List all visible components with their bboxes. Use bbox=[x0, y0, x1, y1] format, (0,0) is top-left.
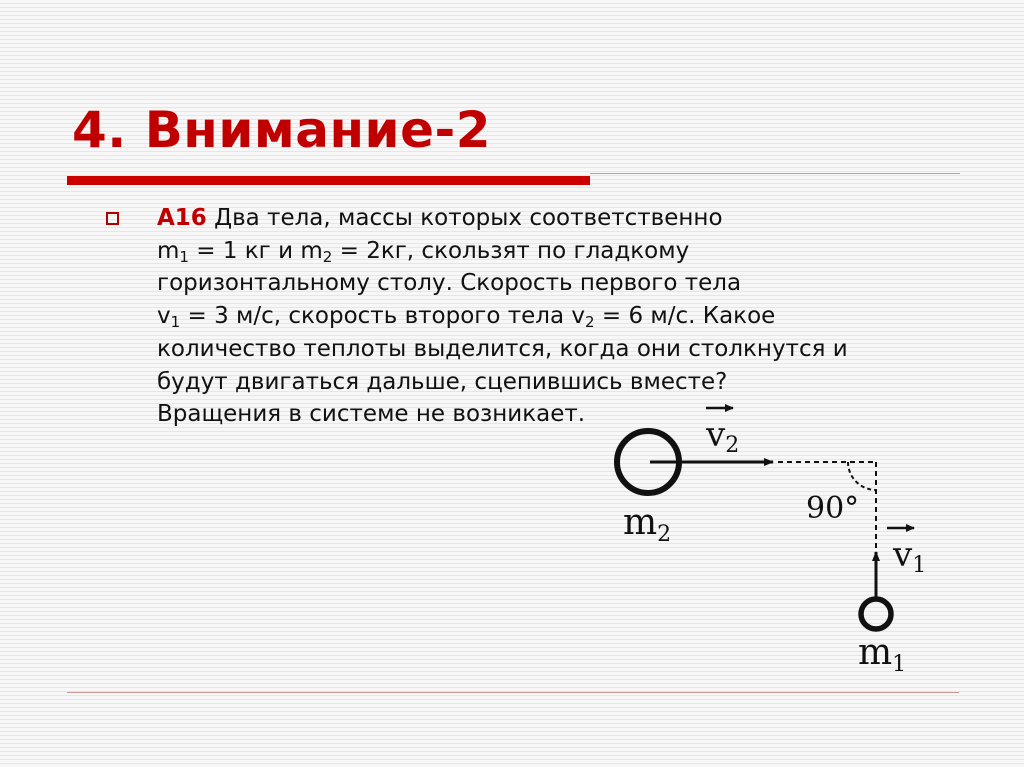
problem-line-7: Вращения в системе не возникает. bbox=[157, 401, 586, 428]
v2-label: v2 bbox=[706, 415, 740, 458]
problem-line-5: количество теплоты выделится, когда они столкнутся и bbox=[157, 335, 848, 362]
problem-line-1-text: Два тела, массы которых соответственно bbox=[206, 205, 723, 231]
problem-label: А16 bbox=[157, 205, 207, 231]
problem-line-2-end: = 2кг, скользят по гладкому bbox=[332, 237, 690, 264]
right-angle-arc bbox=[848, 462, 876, 490]
velocity-1-subscript: 1 bbox=[170, 313, 181, 332]
mass-2-subscript: 2 bbox=[322, 247, 333, 266]
m2-label: m2 bbox=[623, 502, 672, 547]
velocity-2-subscript: 2 bbox=[585, 313, 595, 332]
problem-line-3: горизонтальному столу. Скорость первого тела bbox=[157, 270, 742, 297]
mass-1-subscript: 1 bbox=[179, 247, 189, 266]
body-m1-circle bbox=[861, 599, 891, 629]
velocity-1-symbol: v bbox=[157, 303, 171, 330]
problem-line-4-end: = 6 м/с. Какое bbox=[594, 303, 776, 330]
problem-line-4-mid: = 3 м/с, скорость второго тела v bbox=[180, 303, 585, 330]
mass-1-symbol: m bbox=[157, 237, 180, 264]
footer-divider bbox=[67, 692, 959, 693]
slide-title: 4. Внимание-2 bbox=[72, 101, 492, 159]
problem-line-2-mid: = 1 кг и m bbox=[188, 237, 323, 264]
v1-label: v1 bbox=[893, 535, 927, 578]
angle-label: 90° bbox=[806, 491, 860, 526]
problem-line-6: будут двигаться дальше, сцепившись вместе? bbox=[157, 368, 728, 395]
m1-label: m1 bbox=[858, 632, 907, 677]
